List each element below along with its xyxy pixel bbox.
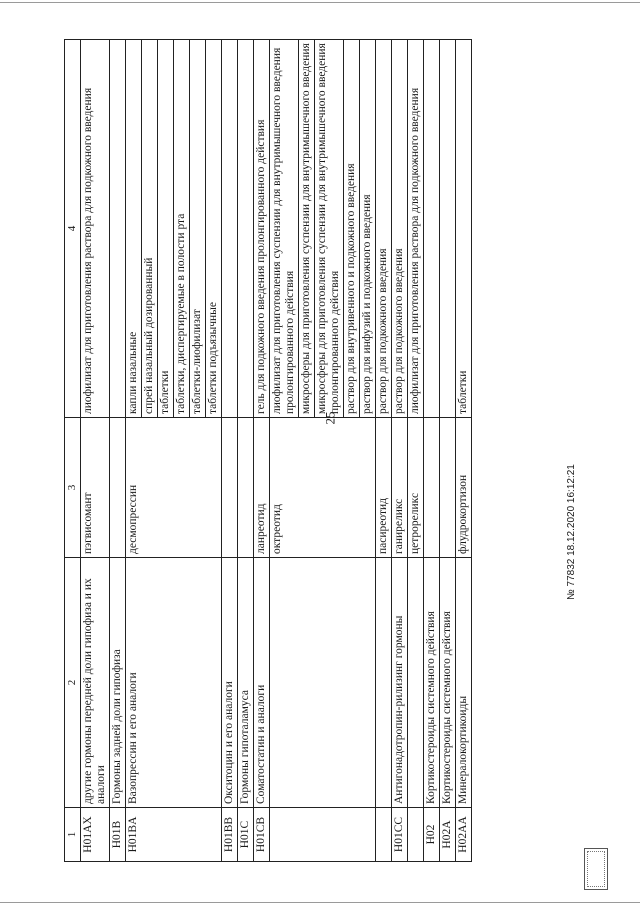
cell-drug: пэгвисомант bbox=[81, 418, 110, 558]
cell-dosage-form: раствор для подкожного введения bbox=[392, 40, 408, 418]
cell-group bbox=[408, 558, 424, 808]
table-row bbox=[238, 40, 254, 862]
stamp-logo bbox=[584, 848, 608, 890]
cell-group: Вазопрессин и его аналоги bbox=[126, 558, 222, 808]
cell-drug bbox=[238, 418, 254, 558]
table-row bbox=[81, 40, 110, 862]
cell-dosage-form: гель для подкожного введения пролонгированного действия bbox=[254, 40, 270, 418]
cell-group: Минералокортикоиды bbox=[456, 558, 472, 808]
cell-dosage-form: таблетки, диспергируемые в полости рта bbox=[174, 40, 190, 418]
page-number: 25 bbox=[322, 411, 338, 425]
cell-code: H02AA bbox=[456, 808, 472, 862]
cell-group: Кортикостероиды системного действия bbox=[424, 558, 440, 808]
cell-dosage-form: лиофилизат для приготовления раствора для подкожного введения bbox=[81, 40, 110, 418]
table-row bbox=[456, 40, 472, 862]
cell-dosage-form bbox=[110, 40, 126, 418]
cell-code: H01C bbox=[238, 808, 254, 862]
cell-code: H01CB bbox=[254, 808, 270, 862]
cell-code: H01CC bbox=[392, 808, 408, 862]
cell-dosage-form: таблетки подъязычные bbox=[206, 40, 222, 418]
cell-group: Кортикостероиды системного действия bbox=[440, 558, 456, 808]
table-row bbox=[254, 40, 270, 862]
cell-dosage-form bbox=[424, 40, 440, 418]
cell-dosage-form: таблетки bbox=[158, 40, 174, 418]
header-col-1: 1 bbox=[65, 808, 81, 862]
cell-drug: цетрореликс bbox=[408, 418, 424, 558]
table-row bbox=[392, 40, 408, 862]
cell-group: Гормоны гипоталамуса bbox=[238, 558, 254, 808]
cell-code bbox=[408, 808, 424, 862]
cell-code bbox=[270, 808, 376, 862]
cell-dosage-form: спрей назальный дозированный bbox=[142, 40, 158, 418]
cell-group: Гормоны задней доли гипофиза bbox=[110, 558, 126, 808]
header-col-2: 2 bbox=[65, 558, 81, 808]
cell-drug: флудрокортизон bbox=[456, 418, 472, 558]
cell-dosage-form: лиофилизат для приготовления суспензии для внутримышечного введения пролонгированного действия bbox=[270, 40, 299, 418]
cell-dosage-form: микросферы для приготовления суспензии для внутримышечного введения bbox=[299, 40, 315, 418]
scan-edge-top bbox=[0, 2, 640, 3]
cell-drug bbox=[110, 418, 126, 558]
table-row bbox=[376, 40, 392, 862]
cell-code: H02A bbox=[440, 808, 456, 862]
cell-drug: октреотид bbox=[270, 418, 376, 558]
cell-dosage-form: таблетки bbox=[456, 40, 472, 418]
cell-dosage-form: микросферы для приготовления суспензии для внутримышечного введения пролонгированного действия bbox=[315, 40, 344, 418]
table-row bbox=[440, 40, 456, 862]
cell-group: Антигонадотропин-рилизинг гормоны bbox=[392, 558, 408, 808]
cell-group: Окситоцин и его аналоги bbox=[222, 558, 238, 808]
table-body bbox=[81, 40, 472, 862]
cell-dosage-form: лиофилизат для приготовления раствора для подкожного введения bbox=[408, 40, 424, 418]
cell-code bbox=[376, 808, 392, 862]
scan-edge-bottom bbox=[0, 902, 640, 903]
document-footer: № 77832 18.12.2020 16:12:21 bbox=[566, 464, 577, 600]
cell-drug bbox=[440, 418, 456, 558]
cell-drug: ганиреликс bbox=[392, 418, 408, 558]
cell-code: H02 bbox=[424, 808, 440, 862]
cell-dosage-form: капли назальные bbox=[126, 40, 142, 418]
cell-group: Соматостатин и аналоги bbox=[254, 558, 270, 808]
cell-dosage-form: раствор для внутривенного и подкожного введения bbox=[344, 40, 360, 418]
cell-code: H01B bbox=[110, 808, 126, 862]
cell-dosage-form: раствор для инфузий и подкожного введения bbox=[360, 40, 376, 418]
cell-dosage-form: раствор для подкожного введения bbox=[376, 40, 392, 418]
cell-drug: ланреотид bbox=[254, 418, 270, 558]
cell-code: H01AX bbox=[81, 808, 110, 862]
table-row bbox=[424, 40, 440, 862]
cell-dosage-form bbox=[222, 40, 238, 418]
header-col-3: 3 bbox=[65, 418, 81, 558]
cell-drug bbox=[222, 418, 238, 558]
cell-drug bbox=[424, 418, 440, 558]
cell-code: H01BA bbox=[126, 808, 222, 862]
cell-group bbox=[376, 558, 392, 808]
cell-dosage-form: таблетки-лиофилизат bbox=[190, 40, 206, 418]
rotated-table-container bbox=[64, 40, 579, 862]
table-row bbox=[270, 40, 299, 862]
cell-dosage-form bbox=[238, 40, 254, 418]
drug-table bbox=[64, 39, 472, 862]
cell-drug: десмопрессин bbox=[126, 418, 222, 558]
table-row bbox=[110, 40, 126, 862]
cell-group bbox=[270, 558, 376, 808]
cell-group: другие гормоны передней доли гипофиза и их аналоги bbox=[81, 558, 110, 808]
header-col-4: 4 bbox=[65, 40, 81, 418]
table-row bbox=[222, 40, 238, 862]
cell-code: H01BB bbox=[222, 808, 238, 862]
table-row bbox=[408, 40, 424, 862]
cell-dosage-form bbox=[440, 40, 456, 418]
cell-drug: пасиреотид bbox=[376, 418, 392, 558]
table-row bbox=[126, 40, 142, 862]
header-row bbox=[65, 40, 81, 862]
